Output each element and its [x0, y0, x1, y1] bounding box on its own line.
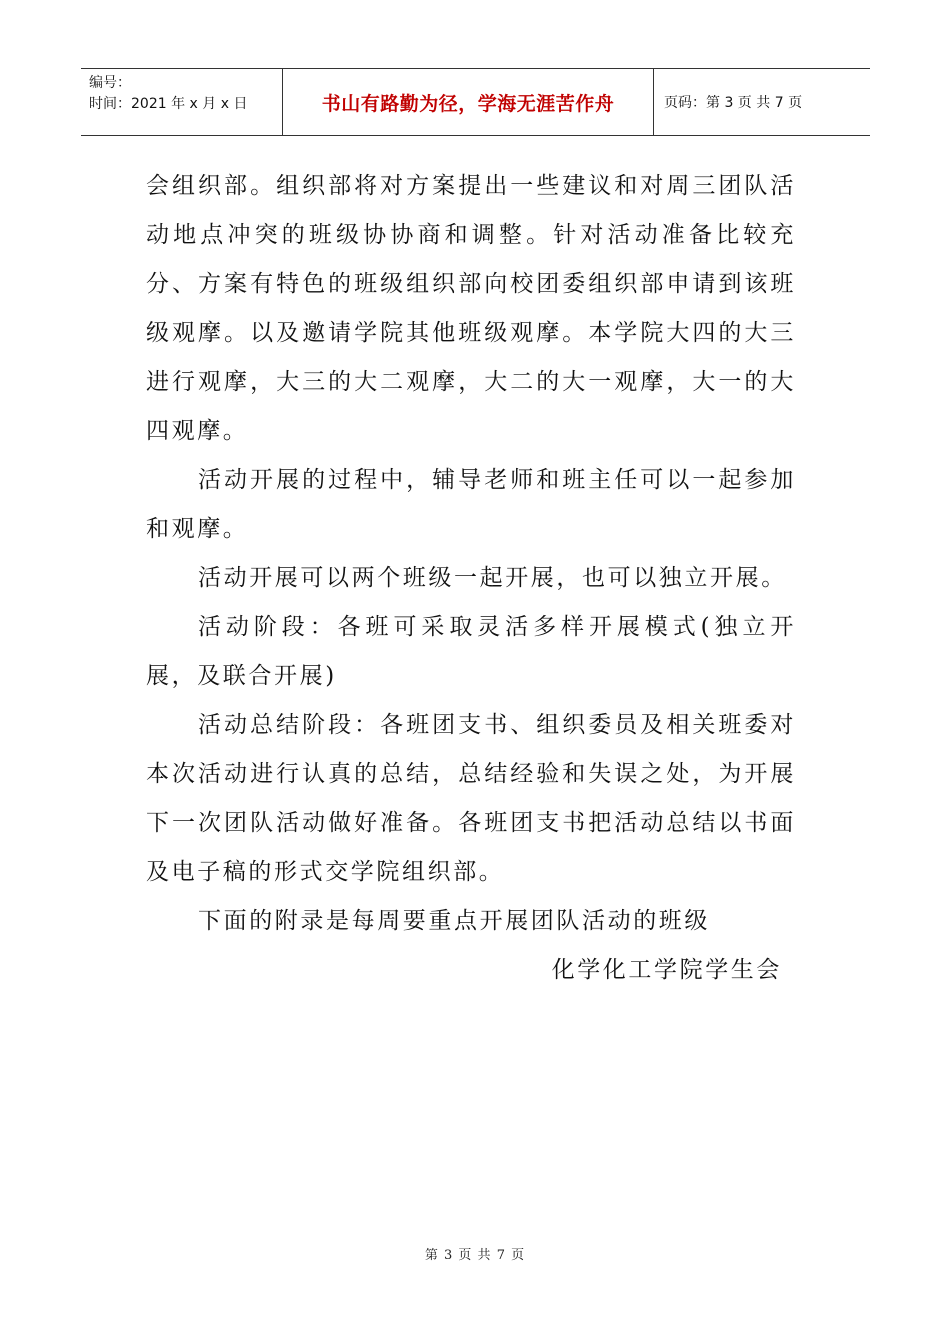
number-label: 编号：	[89, 75, 131, 91]
page-info-text: 页码：第 3 页 共 7 页	[664, 95, 803, 111]
paragraph-appendix-note: 下面的附录是每周要重点开展团队活动的班级	[198, 908, 710, 934]
page-footer	[0, 1244, 950, 1263]
document-body	[146, 162, 796, 995]
paragraph-format: 活动开展可以两个班级一起开展，也可以独立开展。	[198, 565, 787, 591]
footer-page-number: 第 3 页 共 7 页	[424, 1248, 526, 1263]
paragraph-summary-stage: 活动总结阶段：各班团支书、组织委员及相关班委对本次活动进行认真的总结，总结经验和失误之处，为开展下一次团队活动做好准备。各班团支书把活动总结以书面及电子稿的形式交学院组织部。	[146, 712, 796, 885]
header-motto-cell	[282, 69, 654, 135]
document-header	[81, 68, 870, 136]
header-meta	[81, 69, 282, 135]
paragraph-continuation: 会组织部。组织部将对方案提出一些建议和对周三团队活动地点冲突的班级协协商和调整。针对活动准备比较充分、方案有特色的班级组织部向校团委组织部申请到该班级观摩。以及邀请学院其他班级观摩。本学院大四的大三进行观摩，大三的大二观摩，大二的大一观摩，大一的大四观摩。	[146, 173, 796, 444]
signature: 化学化工学院学生会	[551, 957, 782, 983]
motto-text: 书山有路勤为径，学海无涯苦作舟	[321, 92, 615, 115]
paragraph-advisors: 活动开展的过程中，辅导老师和班主任可以一起参加和观摩。	[146, 467, 796, 542]
date-label: 时间：2021 年 x 月 x 日	[89, 96, 248, 112]
header-page-info	[654, 69, 870, 135]
paragraph-activity-stage: 活动阶段：各班可采取灵活多样开展模式(独立开展，及联合开展)	[146, 614, 796, 689]
